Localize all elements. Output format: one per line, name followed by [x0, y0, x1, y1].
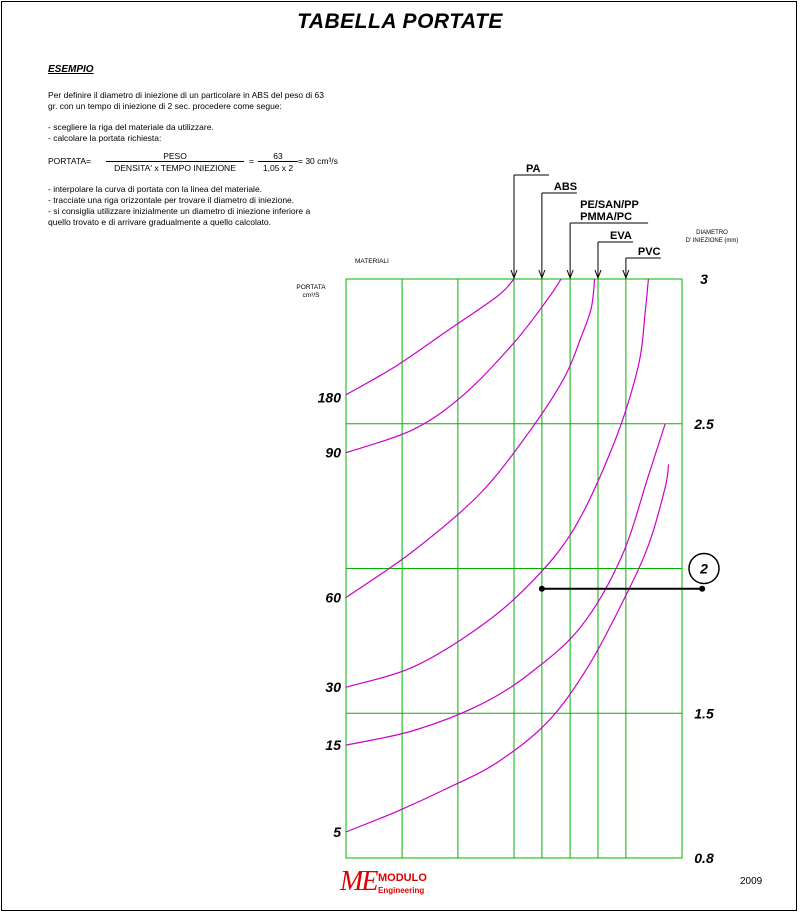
right-axis-label-1: DIAMETRO	[696, 230, 728, 236]
material-label-2-b: PMMA/PC	[580, 211, 633, 223]
example-intro-1: Per definire il diametro di iniezione di un particolare in ABS del peso di 63	[48, 90, 324, 100]
left-tick-label-4: 15	[325, 737, 341, 754]
flow-curve-3	[346, 279, 648, 687]
flow-curve-2	[346, 279, 595, 597]
right-tick-label-0: 3	[700, 271, 708, 287]
formula-lhs: PORTATA=	[48, 156, 92, 166]
formula-den-1: DENSITA' x TEMPO INIEZIONE	[106, 161, 244, 173]
right-axis-label-2: D' INIEZIONE (mm)	[685, 238, 739, 244]
example-intro-2: gr. con un tempo di iniezione di 2 sec. procedere come segue:	[48, 101, 282, 111]
example-step-6: quello trovato e di arrivare gradualmente a quello calcolato.	[48, 217, 272, 227]
example-heading: ESEMPIO	[48, 64, 94, 75]
logo-line-1: MODULO	[378, 872, 427, 884]
right-tick-label-2: 2	[700, 560, 708, 577]
example-start-dot	[539, 586, 545, 592]
flow-curve-5	[346, 464, 669, 832]
formula-eq: =	[249, 156, 254, 166]
example-step-2: - calcolare la portata richiesta:	[48, 133, 162, 143]
formula-num-2: 63	[273, 151, 283, 161]
formula-den-2: 1,05 x 2	[258, 161, 298, 173]
left-tick-label-0: 180	[317, 389, 341, 406]
left-tick-label-2: 60	[325, 589, 341, 606]
example-step-3: - interpolare la curva di portata con la linea del materiale.	[48, 184, 263, 194]
right-tick-label-3: 1.5	[694, 705, 714, 722]
material-label-2: PE/SAN/PP	[580, 199, 639, 211]
flow-curve-0	[346, 279, 514, 395]
example-step-4: - tracciate una riga orizzontale per trovare il diametro di iniezione.	[48, 195, 295, 205]
year-label: 2009	[740, 876, 763, 887]
left-tick-label-1: 90	[325, 444, 341, 461]
material-label-0: PA	[526, 163, 541, 175]
left-tick-label-5: 5	[333, 823, 341, 840]
formula-result: = 30 cm³/s	[298, 156, 338, 166]
left-axis-label-2: cm³/S	[302, 292, 320, 299]
left-axis-label-1: PORTATA	[296, 284, 326, 291]
material-label-1: ABS	[553, 181, 578, 193]
example-step-1: - scegliere la riga del materiale da utilizzare.	[48, 122, 214, 132]
logo-line-2: Engineering	[378, 886, 425, 895]
flow-curve-1	[346, 279, 561, 453]
page-title: TABELLA PORTATE	[297, 10, 503, 33]
material-label-4: PVC	[637, 246, 661, 258]
right-tick-label-1: 2.5	[694, 415, 714, 432]
example-end-dot	[699, 586, 705, 592]
right-tick-label-4: 0.8	[694, 850, 714, 866]
materials-label: MATERIALI	[355, 258, 389, 265]
logo-mark: ME	[340, 866, 377, 897]
formula-num-1: PESO	[163, 151, 187, 161]
example-step-5: - si consiglia utilizzare inizialmente un diametro di iniezione inferiore a	[48, 206, 311, 216]
flow-curve-4	[346, 424, 665, 745]
left-tick-label-3: 30	[325, 679, 341, 696]
material-label-3: EVA	[610, 230, 632, 242]
